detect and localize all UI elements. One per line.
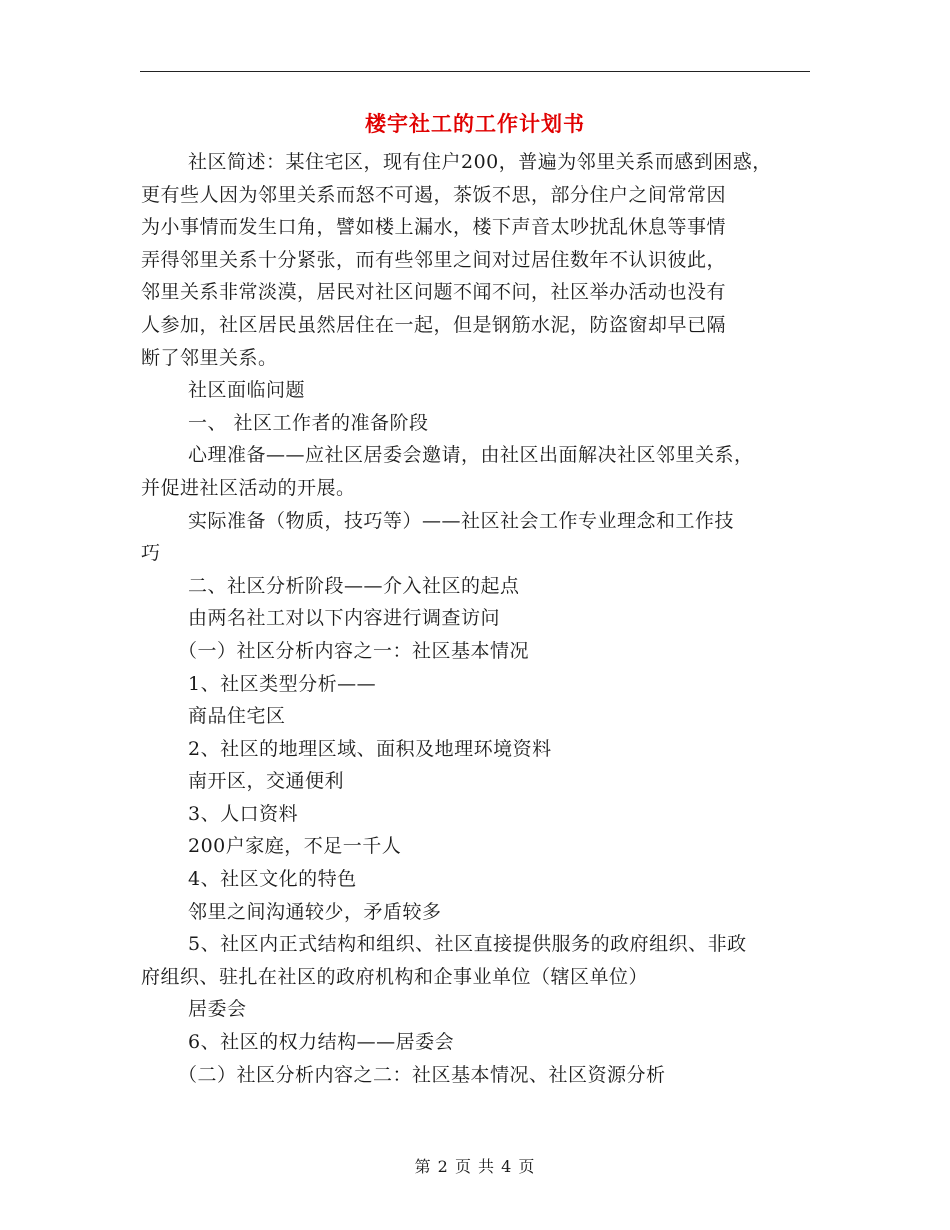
list-item: 3、人口资料: [188, 802, 299, 825]
header-rule: [140, 71, 810, 72]
list-answer: 居委会: [188, 998, 247, 1021]
document-title: 楼宇社工的工作计划书: [365, 111, 585, 136]
paragraph-line: 巧: [141, 542, 161, 565]
list-answer: 邻里之间沟通较少，矛盾较多: [188, 900, 442, 923]
section-heading: 一、 社区工作者的准备阶段: [188, 411, 429, 434]
list-item: 5、社区内正式结构和组织、社区直接提供服务的政府组织、非政: [188, 933, 747, 956]
paragraph-line: 社区简述：某住宅区，现有住户200，普遍为邻里关系而感到困惑，: [188, 151, 772, 173]
section-heading: 社区面临问题: [188, 379, 306, 402]
paragraph-line: 心理准备——应社区居委会邀请，由社区出面解决社区邻里关系，: [188, 444, 754, 467]
list-item: 府组织、驻扎在社区的政府机构和企事业单位（辖区单位）: [141, 965, 649, 988]
list-answer: 南开区，交通便利: [188, 770, 345, 793]
document-body: [141, 146, 831, 1091]
list-item: 6、社区的权力结构——居委会: [188, 1031, 455, 1054]
paragraph-line: 实际准备（物质，技巧等）——社区社会工作专业理念和工作技: [188, 509, 735, 532]
page-footer: 第 2 页 共 4 页: [414, 1157, 536, 1176]
paragraph-line: 邻里关系非常淡漠，居民对社区问题不闻不问，社区举办活动也没有: [141, 281, 727, 304]
paragraph-line: 由两名社工对以下内容进行调查访问: [188, 607, 501, 630]
paragraph-line: 人参加，社区居民虽然居住在一起，但是钢筋水泥，防盗窗却早已隔: [141, 313, 727, 336]
list-item: 2、社区的地理区域、面积及地理环境资料: [188, 737, 552, 760]
paragraph-line: 为小事情而发生口角，譬如楼上漏水，楼下声音太吵扰乱休息等事情: [141, 216, 727, 239]
list-item: 1、社区类型分析——: [188, 672, 377, 695]
paragraph-line: 弄得邻里关系十分紧张，而有些邻里之间对过居住数年不认识彼此，: [141, 248, 727, 271]
subsection-heading: （二）社区分析内容之二：社区基本情况、社区资源分析: [178, 1063, 666, 1086]
list-item: 4、社区文化的特色: [188, 868, 357, 891]
paragraph-line: 更有些人因为邻里关系而怒不可遏，茶饭不思，部分住户之间常常因: [141, 183, 727, 206]
paragraph-line: 断了邻里关系。: [141, 346, 278, 369]
section-heading: 二、社区分析阶段——介入社区的起点: [188, 574, 520, 597]
list-answer: 200户家庭，不足一千人: [188, 835, 402, 858]
list-answer: 商品住宅区: [188, 705, 286, 728]
subsection-heading: （一）社区分析内容之一：社区基本情况: [178, 639, 530, 662]
paragraph-line: 并促进社区活动的开展。: [141, 476, 356, 499]
